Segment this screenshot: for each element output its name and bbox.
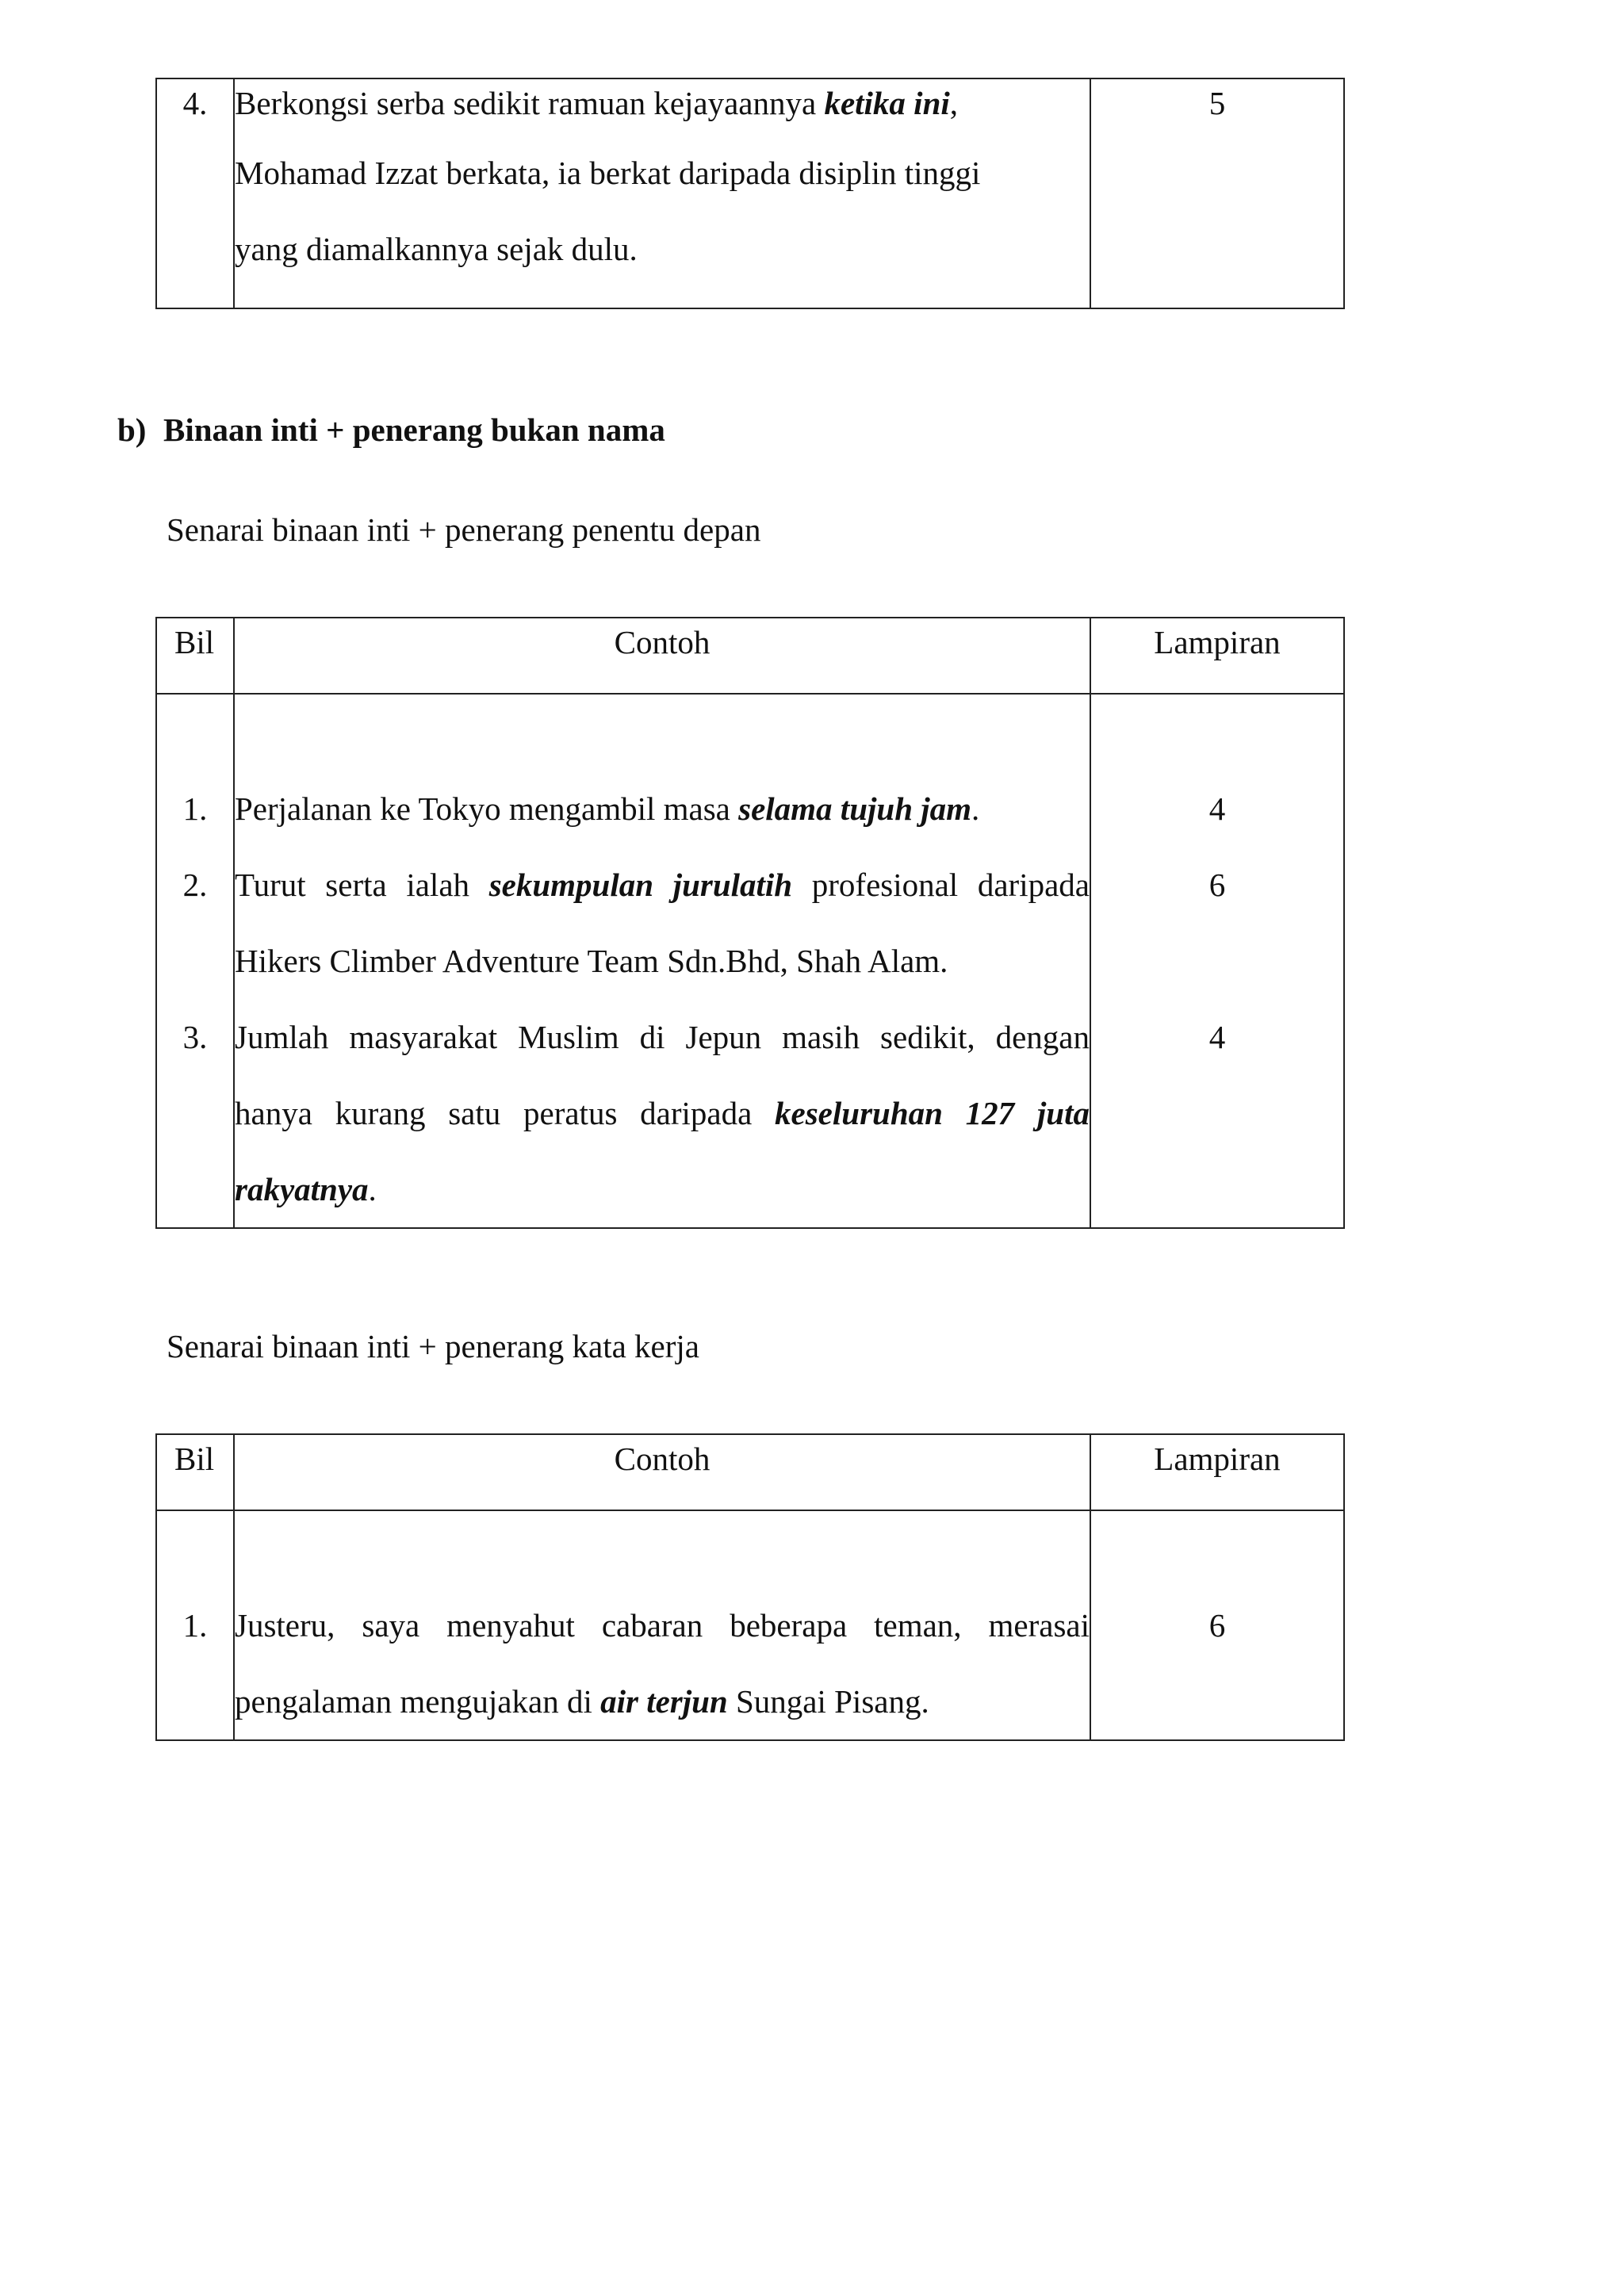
lampiran-value: 5 <box>1208 85 1226 121</box>
lampiran-cell <box>1090 78 1344 308</box>
section-label: b) <box>117 411 147 448</box>
header-lampiran: Lampiran <box>1090 1434 1344 1510</box>
row-number-cell <box>156 1510 234 1740</box>
header-contoh: Contoh <box>234 618 1090 694</box>
header-bil: Bil <box>156 618 234 694</box>
table-header-row <box>156 1434 1344 1510</box>
example-line: Hikers Climber Adventure Team Sdn.Bhd, Shah Alam. <box>235 943 948 979</box>
row-number: 3. <box>182 1019 208 1055</box>
lampiran-cell <box>1090 694 1344 1228</box>
table-header-row <box>156 618 1344 694</box>
section-title: Binaan inti + penerang bukan nama <box>163 411 665 448</box>
lampiran-value: 6 <box>1208 1607 1226 1644</box>
row-number: 2. <box>182 867 208 903</box>
table-kata-kerja <box>155 1433 1345 1741</box>
example-cell <box>234 694 1090 1228</box>
example-line: Perjalanan ke Tokyo mengambil masa selama tujuh jam. <box>235 790 980 827</box>
row-number: 1. <box>182 1607 208 1644</box>
example-line: Mohamad Izzat berkata, ia berkat daripada disiplin tinggi <box>235 155 981 191</box>
example-cell <box>234 78 1090 308</box>
header-contoh: Contoh <box>234 1434 1090 1510</box>
table-row <box>156 78 1344 308</box>
table-continuation <box>155 78 1345 309</box>
example-line: Berkongsi serba sedikit ramuan kejayaannya ketika ini, <box>235 85 959 121</box>
lampiran-cell <box>1090 1510 1344 1740</box>
example-line: Jumlah masyarakat Muslim di Jepun masih sedikit, dengan <box>235 1019 1090 1055</box>
section-heading <box>117 411 665 449</box>
example-line: pengalaman mengujakan di air terjun Sungai Pisang. <box>235 1683 929 1720</box>
table-row <box>156 694 1344 1228</box>
table-penentu-depan <box>155 617 1345 1229</box>
table-row <box>156 1510 1344 1740</box>
lampiran-value: 4 <box>1208 790 1226 827</box>
example-line: Turut serta ialah sekumpulan jurulatih profesional daripada <box>235 867 1090 903</box>
example-line: Justeru, saya menyahut cabaran beberapa teman, merasai <box>235 1607 1090 1644</box>
lampiran-value: 4 <box>1208 1019 1226 1055</box>
row-number-cell <box>156 78 234 308</box>
row-number: 1. <box>182 790 208 827</box>
list-caption: Senarai binaan inti + penerang penentu depan <box>167 511 761 548</box>
example-line: rakyatnya. <box>235 1171 377 1207</box>
list-caption: Senarai binaan inti + penerang kata kerja <box>167 1328 699 1364</box>
example-cell <box>234 1510 1090 1740</box>
row-number-cell <box>156 694 234 1228</box>
header-lampiran: Lampiran <box>1090 618 1344 694</box>
example-line: yang diamalkannya sejak dulu. <box>235 231 638 267</box>
example-line: hanya kurang satu peratus daripada keseluruhan 127 juta <box>235 1095 1090 1131</box>
lampiran-value: 6 <box>1208 867 1226 903</box>
row-number: 4. <box>182 85 208 121</box>
header-bil: Bil <box>156 1434 234 1510</box>
